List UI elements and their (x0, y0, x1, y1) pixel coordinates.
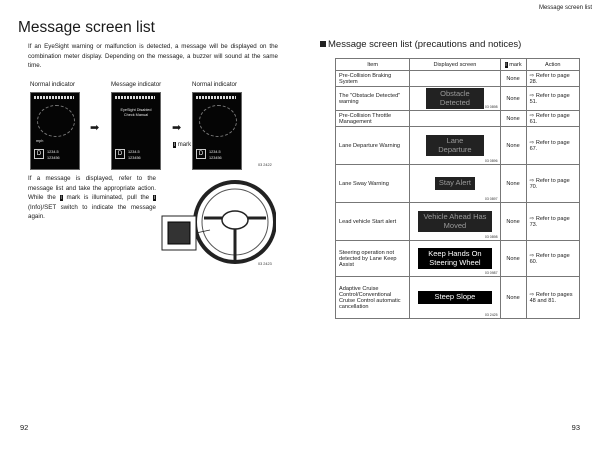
action-text: Refer to pages 48 and 81. (529, 291, 573, 304)
row-mark: None (500, 87, 526, 111)
row-action: ⇨ Refer to page 60. (526, 241, 579, 277)
arrow-icon: ➡ (172, 122, 182, 134)
row-mark: None (500, 111, 526, 127)
square-bullet-icon (320, 41, 326, 47)
figure-code: 03 2422 (258, 163, 272, 167)
action-text: Refer to page 61. (529, 112, 570, 125)
screen-lane-departure: Lane Departure (426, 135, 484, 156)
screen-code: 03 0987 (484, 271, 498, 275)
col-displayed-screen: Displayed screen (410, 59, 500, 71)
row-screen (410, 127, 500, 165)
meter-screen-normal (30, 92, 80, 170)
row-screen (410, 277, 500, 319)
action-text: Refer to page 51. (529, 92, 570, 105)
fuel-gauge (115, 96, 155, 99)
gear-indicator: D (34, 149, 44, 159)
screen-vehicle-ahead: Vehicle Ahead Has Moved (418, 211, 492, 232)
screen-steep-slope: Steep Slope (418, 291, 492, 304)
row-action: ⇨ Refer to page 67. (526, 127, 579, 165)
wheel-hub (222, 211, 248, 229)
fuel-gauge (34, 96, 74, 99)
info-mark-icon: i (174, 142, 176, 148)
speed-unit: mph (36, 139, 44, 143)
note-part-3: (Info)/SET switch to indicate the message again. (28, 203, 156, 220)
screen-code: 03 0898 (484, 235, 498, 239)
row-screen (410, 71, 500, 87)
row-item: Pre-Collision Braking System (336, 71, 410, 87)
row-item: The "Obstacle Detected" warning (336, 87, 410, 111)
table-row (336, 165, 580, 203)
note-part-1: If a message is displayed, refer to the message list and take the appropriate action. While the (28, 175, 156, 201)
page-number-right: 93 (571, 423, 580, 432)
row-item: Lane Departure Warning (336, 127, 410, 165)
row-screen (410, 87, 500, 111)
gear-indicator: D (115, 149, 125, 159)
info-mark-icon: i (505, 61, 507, 68)
action-text: Refer to page 73. (529, 215, 570, 228)
table-row (336, 111, 580, 127)
vehicle-graphic (37, 105, 75, 137)
intro-text: If an EyeSight warning or malfunction is detected, a message will be displayed on the combination meter display. Depending on the message, a buzzer will sound at the same time. (28, 43, 278, 69)
row-action: ⇨ Refer to page 73. (526, 203, 579, 241)
gear-indicator: D (196, 149, 206, 159)
row-action: ⇨ Refer to page 61. (526, 111, 579, 127)
screen-code: 03 2425 (484, 313, 498, 317)
row-action: ⇨ Refer to page 51. (526, 87, 579, 111)
vehicle-graphic (199, 105, 237, 137)
col-mark-label: mark (509, 61, 522, 68)
row-item: Steering operation not detected by Lane Keep Assist (336, 241, 410, 277)
odometer-reading: 1234.5 (47, 150, 59, 154)
table-row (336, 241, 580, 277)
screen-obstacle-detected: Obstacle Detected (426, 88, 484, 109)
table-row (336, 127, 580, 165)
row-mark: None (500, 203, 526, 241)
table-row (336, 203, 580, 241)
row-action: ⇨ Refer to page 70. (526, 165, 579, 203)
page-title: Message screen list (18, 19, 155, 36)
row-screen (410, 111, 500, 127)
message-table (335, 58, 580, 319)
action-text: Refer to page 28. (529, 72, 570, 85)
figure-code-2: 03 2423 (258, 262, 272, 266)
screen-code: 03 0898 (484, 105, 498, 109)
action-text: Refer to page 70. (529, 177, 570, 190)
row-mark: None (500, 165, 526, 203)
screen-stay-alert: Stay Alert (435, 177, 475, 190)
row-item: Adaptive Cruise Control/Conventional Cruise Control automatic cancellation (336, 277, 410, 319)
row-screen (410, 203, 500, 241)
screen-keep-hands-on: Keep Hands On Steering Wheel (418, 248, 492, 269)
row-item: Lane Sway Warning (336, 165, 410, 203)
info-mark-icon: i (60, 195, 62, 201)
col-action: Action (526, 59, 579, 71)
trip-reading: 123456 (47, 156, 60, 160)
col-mark (500, 59, 526, 71)
page-number-left: 92 (20, 423, 29, 432)
info-set-switch (168, 222, 190, 244)
row-item: Pre-Collision Throttle Management (336, 111, 410, 127)
trip-reading: 123456 (209, 156, 222, 160)
row-screen (410, 165, 500, 203)
action-text: Refer to page 60. (529, 252, 570, 265)
note-part-2: mark is illuminated, pull the (66, 194, 150, 201)
col-item: Item (336, 59, 410, 71)
row-mark: None (500, 277, 526, 319)
row-item: Lead vehicle Start alert (336, 203, 410, 241)
screen-code: 03 0897 (484, 197, 498, 201)
section-title-text: Message screen list (precautions and notices) (328, 39, 522, 50)
row-action: ⇨ Refer to pages 48 and 81. (526, 277, 579, 319)
row-mark: None (500, 71, 526, 87)
trip-reading: 123456 (128, 156, 141, 160)
row-action: ⇨ Refer to page 28. (526, 71, 579, 87)
message-indicator-label: Message indicator (111, 81, 162, 88)
row-mark: None (500, 127, 526, 165)
odometer-reading: 1234.5 (128, 150, 140, 154)
running-header: Message screen list (538, 5, 592, 11)
info-mark-icon: i (153, 195, 155, 201)
normal-indicator-label-2: Normal indicator (192, 81, 238, 88)
table-row (336, 71, 580, 87)
mark-label: mark (177, 142, 192, 148)
note-text (28, 174, 156, 222)
odometer-reading: 1234.5 (209, 150, 221, 154)
normal-indicator-label: Normal indicator (30, 81, 76, 88)
arrow-icon: ➡ (90, 122, 100, 134)
meter-screen-normal-2 (192, 92, 242, 170)
fuel-gauge (196, 96, 236, 99)
row-screen (410, 241, 500, 277)
table-header-row (336, 59, 580, 71)
meter-screen-message (111, 92, 161, 170)
mark-callout (173, 142, 191, 148)
screen-message: EyeSight Disabled Check Manual (120, 108, 152, 117)
screen-code: 03 0896 (484, 159, 498, 163)
table-row (336, 277, 580, 319)
action-text: Refer to page 67. (529, 139, 570, 152)
steering-wheel-illustration (158, 178, 276, 270)
table-row (336, 87, 580, 111)
section-title (320, 39, 521, 50)
row-mark: None (500, 241, 526, 277)
